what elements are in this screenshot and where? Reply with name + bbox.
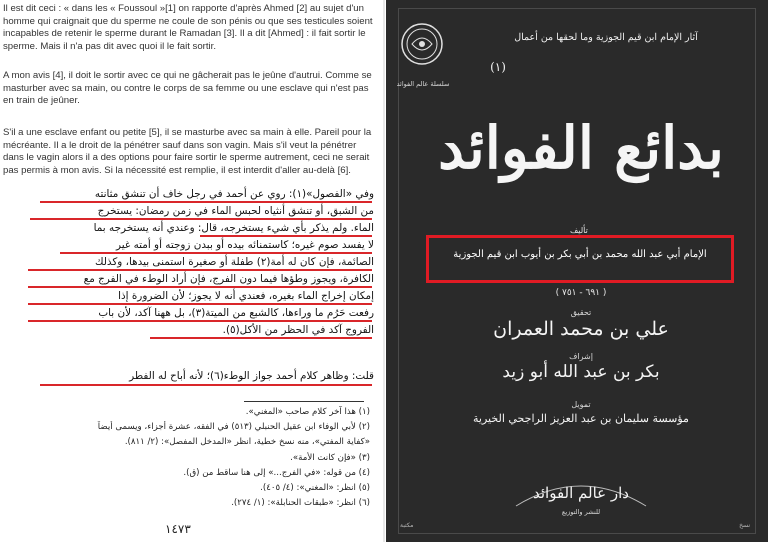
arabic-text-line: رفعت حَرُم ما وراءها، كالشبع من الميتة(٣)، بل ههنا آكد، لأن باب <box>98 307 374 319</box>
red-underline <box>28 303 372 305</box>
series-number: (١) <box>490 60 506 74</box>
red-underline <box>28 269 372 271</box>
arabic-text-line: الصائمة، فإن كان له أمة(٢) طفلة أو صغيرة استمنى بيدها، وكذلك <box>94 256 374 268</box>
investigator-name: علي بن محمد العمران <box>493 318 669 340</box>
author-name: الإمام أبي عبد الله محمد بن أبي بكر بن أيوب ابن قيم الجوزية <box>453 249 707 260</box>
book-cover <box>386 0 768 542</box>
panel-divider <box>383 0 385 542</box>
investigation-label: تحقيق <box>570 308 592 317</box>
footnote-divider <box>244 401 364 402</box>
corner-mark-left: مكتبة <box>400 522 414 529</box>
book-title: بدائع الفوائد <box>438 114 724 182</box>
footnote: (١) هذا آخر كلام صاحب «المغني». <box>245 407 370 417</box>
publisher-seal-icon <box>400 22 444 66</box>
red-underline <box>200 235 372 237</box>
author-dates: ( ٦٩١ - ٧٥١ ) <box>555 288 607 298</box>
arabic-text-line: لا يفسد صوم غيره؛ كاستمنائه بيده أو ببدن زوجته أو أمته غير <box>115 239 374 251</box>
red-underline <box>40 201 372 203</box>
seal-label: سلسلة عالم الفوائد <box>396 80 450 88</box>
french-translation-paragraph-3: S'il a une esclave enfant ou petite [5], il se masturbe avec sa main à elle. Pareil pour la mécréante. Il a le droit de la pénétrer sauf dans son vagin. Mais s'il veut la pénétrer dans le vagin alors il a des options pour faire sortir le sperme autrement, ceci ne serait pas permis à mon avis. Si la nécessité est remplie, il est interdit d'aller au-delà [6]. <box>3 127 372 176</box>
corner-mark-right: نسخ <box>739 522 750 529</box>
red-underline <box>28 286 372 288</box>
page-number: ١٤٧٣ <box>165 522 191 536</box>
arabic-text-line: الكافرة، ويجوز وطؤها فيما دون الفرج، فإن أراد الوطء في الفرج مع <box>83 273 374 285</box>
footnote: (٥) انظر: «المغني»: (٤/ ٤٠٥). <box>260 483 370 493</box>
author-intro-label: تأليف <box>566 226 592 235</box>
french-translation-paragraph-1: Il est dit ceci : « dans les « Foussoul »[1] on rapporte d'après Ahmed [2] au sujet d'un homme qui craignait que du sperme ne coule de son pénis ou que ses testicules soient incapables de retenir le sperme durant le Ramadan [3]. Il a dit [Ahmed] : il fait sortir le sperme. Mais il n'a pas dit avec quoi il le fait sortir. <box>3 3 373 52</box>
arabic-text-line: قلت: وظاهر كلام أحمد جواز الوطء(٦)؛ لأنه أباح له الفطر <box>129 370 374 382</box>
publisher-name: دار عالم الفوائد <box>533 484 629 502</box>
arabic-text-line: من الشبق، أو تنشق أنثياه لحبس الماء في زمن رمضان: يستخرج <box>97 205 374 217</box>
supervision-label: إشراف <box>569 352 593 361</box>
supervisor-name: بكر بن عبد الله أبو زيد <box>502 362 660 382</box>
publisher-subtitle: للنشر والتوزيع <box>561 508 601 516</box>
french-translation-paragraph-2: A mon avis [4], il doit le sortir avec ce qui ne gâcherait pas le jeûne d'autrui. Comme se masturber avec sa main, ou contre le corps de sa femme ou une esclave qui n'est pas en train de jeûner. <box>3 70 372 106</box>
funding-label: تمويل <box>571 400 591 409</box>
arabic-text-line: الماء. ولم يذكر بأي شيء يستخرجه، قال: وعندي أنه يستخرجه بما <box>93 222 374 234</box>
series-title: آثار الإمام ابن قيم الجوزية وما لحقها من أعمال <box>514 32 698 43</box>
footnote: (٢) لأبي الوفاء ابن عقيل الحنبلي (٥١٣) في الفقه، عشرة أجزاء، ويسمى أيضاً <box>97 422 370 432</box>
footnote: «كفاية المفتي»، منه نسخ خطية، انظر «المدخل المفصل»: (٢/ ٨١١). <box>124 437 370 447</box>
red-underline <box>60 252 372 254</box>
footnote: (٣) «فإن كانت الأمة». <box>290 453 370 463</box>
footnote: (٦) انظر: «طبقات الحنابلة»: (١/ ٢٧٤). <box>231 498 370 508</box>
red-underline <box>40 384 372 386</box>
arabic-text-line: الفروج آكد في الحظر من الأكل(٥). <box>222 324 374 336</box>
arabic-text-line: إمكان إخراج الماء بغيره، فعندي أنه لا يجوز؛ لأن الضرورة إذا <box>118 290 374 302</box>
red-underline <box>150 337 372 339</box>
funder-name: مؤسسة سليمان بن عبد العزيز الراجحي الخيرية <box>473 412 689 425</box>
footnote: (٤) من قوله: «في الفرج...» إلى هنا ساقط من (ق). <box>183 468 370 478</box>
arabic-text-line: وفي «الفصول»(١): روي عن أحمد في رجل خاف أن تنشق مثانته <box>94 188 374 200</box>
red-underline <box>28 320 372 322</box>
red-underline <box>30 218 372 220</box>
